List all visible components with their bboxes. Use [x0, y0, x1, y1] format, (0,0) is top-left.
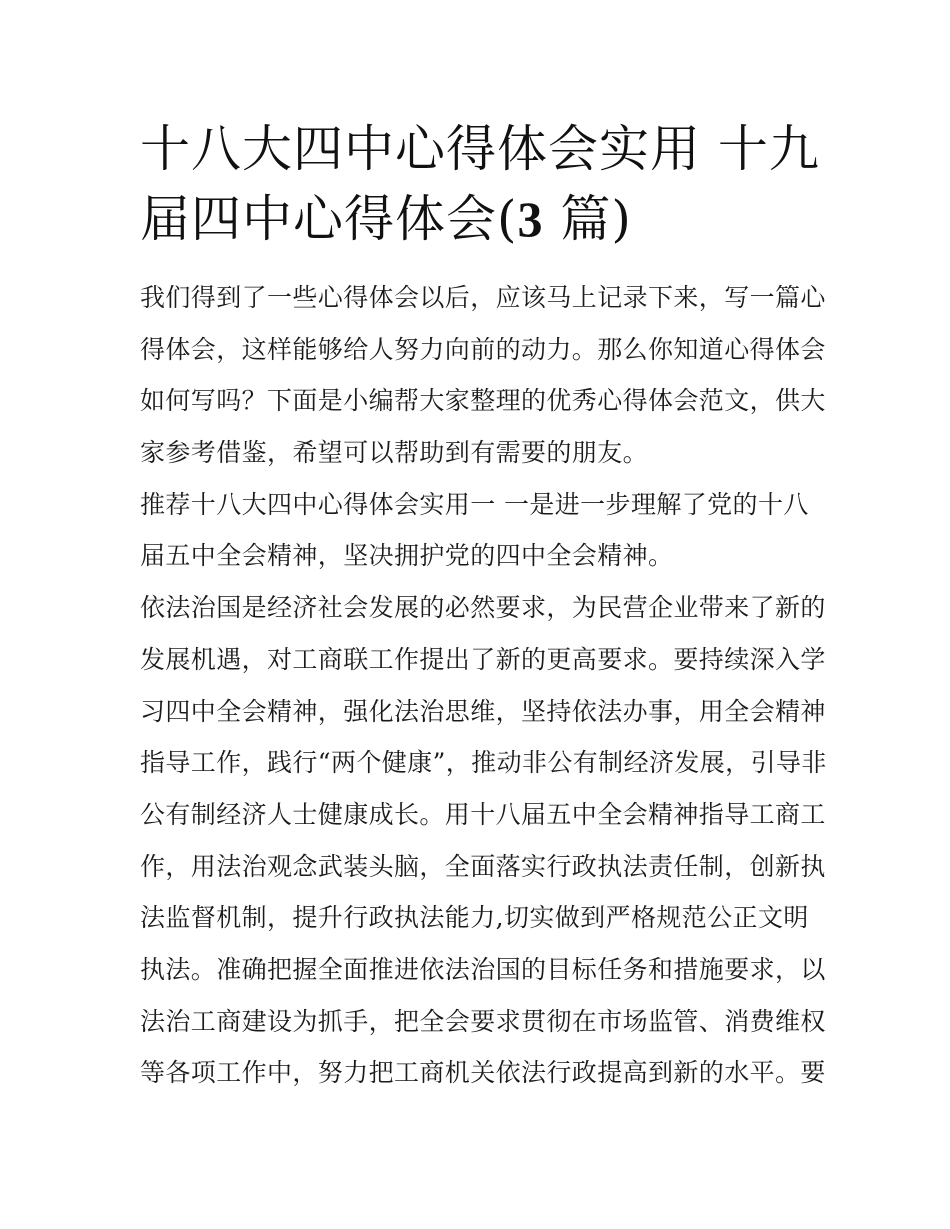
body-line-16: 等各项工作中，努力把工商机关依法行政提高到新的水平。要	[140, 1058, 826, 1088]
title-line-2	[140, 184, 812, 254]
body-line-15: 法治工商建设为抓手，把全会要求贯彻在市场监管、消费维权	[140, 1006, 826, 1036]
body-line-4: 家参考借鉴，希望可以帮助到有需要的朋友。	[140, 438, 649, 468]
title-line-1: 十八大四中心得体会实用 十九	[140, 120, 820, 178]
body-line-14: 执法。准确把握全面推进依法治国的目标任务和措施要求，以	[140, 954, 826, 984]
document-content	[140, 114, 827, 1100]
body-line-10: 指导工作，践行“两个健康”，推动非公有制经济发展，引导非	[140, 748, 827, 778]
body-line-8: 发展机遇，对工商联工作提出了新的更高要求。要持续深入学	[140, 644, 826, 674]
body-line-3: 如何写吗？下面是小编帮大家整理的优秀心得体会范文，供大	[140, 386, 826, 416]
document-body	[140, 273, 827, 1100]
body-line-1: 我们得到了一些心得体会以后，应该马上记录下来，写一篇心	[140, 283, 826, 312]
body-line-6: 届五中全会精神，坚决拥护党的四中全会精神。	[140, 541, 674, 571]
document-title	[140, 114, 820, 254]
title-count: 3	[517, 191, 544, 247]
body-line-9: 习四中全会精神，强化法治思维，坚持依法办事，用全会精神	[140, 696, 826, 726]
body-line-5: 推荐十八大四中心得体会实用一 一是进一步理解了党的十八	[140, 489, 809, 519]
body-line-11: 公有制经济人士健康成长。用十八届五中全会精神指导工商工	[140, 799, 826, 829]
body-line-2: 得体会，这样能够给人努力向前的动力。那么你知道心得体会	[140, 334, 826, 364]
body-line-12: 作，用法治观念武装头脑，全面落实行政执法责任制，创新执	[140, 851, 826, 881]
body-line-7: 依法治国是经济社会发展的必然要求，为民营企业带来了新的	[140, 593, 826, 623]
title-line-2-suffix: 篇)	[543, 190, 632, 248]
body-line-13: 法监督机制，提升行政执法能力,切实做到严格规范公正文明	[140, 903, 809, 933]
title-line-2-prefix: 届四中心得体会(	[140, 190, 518, 248]
